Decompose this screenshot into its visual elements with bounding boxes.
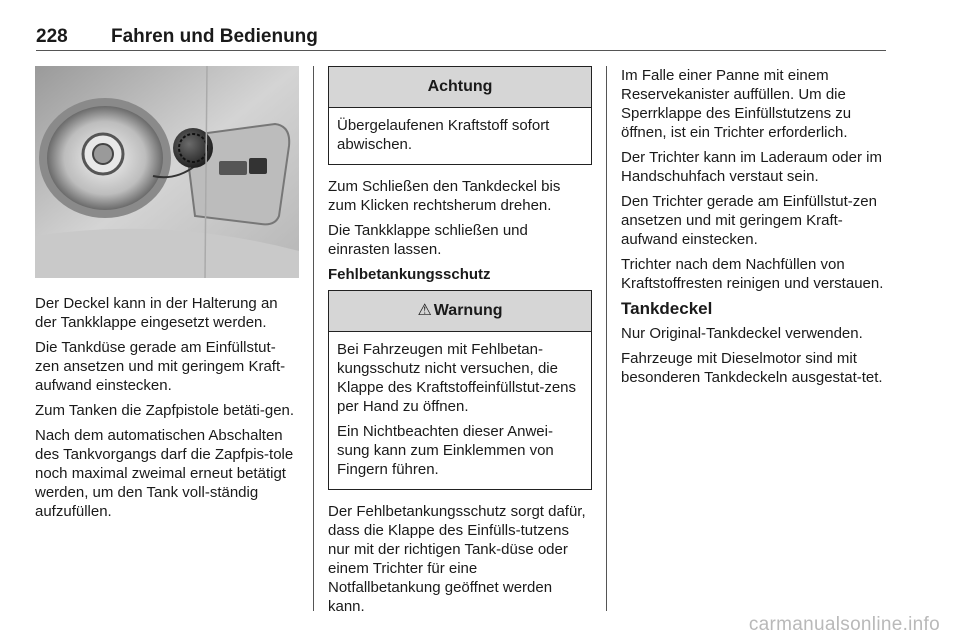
page-title: Fahren und Bedienung bbox=[111, 26, 318, 47]
paragraph: Nur Original-Tankdeckel verwenden. bbox=[621, 325, 863, 342]
column-3 bbox=[621, 66, 887, 393]
warning-box bbox=[328, 290, 592, 490]
warning-box-title: Warnung bbox=[433, 302, 503, 319]
paragraph: Trichter nach dem Nachfüllen von Kraftstoffresten reinigen und verstauen. bbox=[621, 256, 884, 292]
header-divider bbox=[36, 50, 886, 51]
paragraph: Zum Tanken die Zapfpistole betäti-gen. bbox=[35, 402, 295, 419]
section-title: Tankdeckel bbox=[621, 299, 713, 318]
fuel-filler-photo bbox=[35, 66, 299, 278]
warning-box-header bbox=[329, 291, 591, 332]
caution-box-title: Achtung bbox=[329, 67, 591, 108]
column-divider-2 bbox=[606, 66, 607, 611]
page-number: 228 bbox=[36, 26, 68, 47]
caution-box bbox=[328, 66, 592, 165]
paragraph: Die Tankdüse gerade am Einfüllstut-zen ansetzen und mit geringem Kraft-aufwand einstecken. bbox=[35, 339, 286, 394]
column-2 bbox=[328, 66, 592, 622]
paragraph: Die Tankklappe schließen und einrasten lassen. bbox=[328, 222, 528, 258]
column-1 bbox=[35, 66, 299, 527]
caution-box-text: Übergelaufenen Kraftstoff sofort abwischen. bbox=[337, 117, 550, 153]
paragraph: Zum Schließen den Tankdeckel bis zum Klicken rechtsherum drehen. bbox=[328, 178, 561, 214]
paragraph: Der Deckel kann in der Halterung an der Tankklappe eingesetzt werden. bbox=[35, 295, 278, 331]
watermark: carmanualsonline.info bbox=[748, 614, 940, 635]
paragraph: Im Falle einer Panne mit einem Reservekanister auffüllen. Um die Sperrklappe des Einfüllstutzens zu öffnen, ist ein Trichter erforderlich. bbox=[621, 67, 852, 141]
page-header bbox=[36, 26, 886, 52]
warning-icon: ⚠ bbox=[417, 302, 432, 319]
paragraph: Der Fehlbetankungsschutz sorgt dafür, dass die Klappe des Einfülls-tutzens nur mit der richtigen Tank-düse oder einem Trichter für eine Notfallbetankung geöffnet werden kann. bbox=[328, 503, 586, 615]
paragraph: Fahrzeuge mit Dieselmotor sind mit besonderen Tankdeckeln ausgestat-tet. bbox=[621, 350, 883, 386]
paragraph: Der Trichter kann im Laderaum oder im Handschuhfach verstaut sein. bbox=[621, 149, 882, 185]
paragraph: Den Trichter gerade am Einfüllstut-zen ansetzen und mit geringem Kraft-aufwand einstecken. bbox=[621, 193, 877, 248]
column-divider-1 bbox=[313, 66, 314, 611]
subheading: Fehlbetankungsschutz bbox=[328, 266, 491, 283]
paragraph: Nach dem automatischen Abschalten des Tankvorgangs darf die Zapfpis-tole noch maximal zweimal erneut betätigt werden, um den Tank voll-ständig aufzufüllen. bbox=[35, 427, 294, 520]
warning-box-text: Ein Nichtbeachten dieser Anwei-sung kann zum Einklemmen von Fingern führen. bbox=[337, 423, 554, 478]
warning-box-text: Bei Fahrzeugen mit Fehlbetan-kungsschutz nicht versuchen, die Klappe des Kraftstoffeinfüllstut-zens per Hand zu öffnen. bbox=[337, 341, 577, 415]
